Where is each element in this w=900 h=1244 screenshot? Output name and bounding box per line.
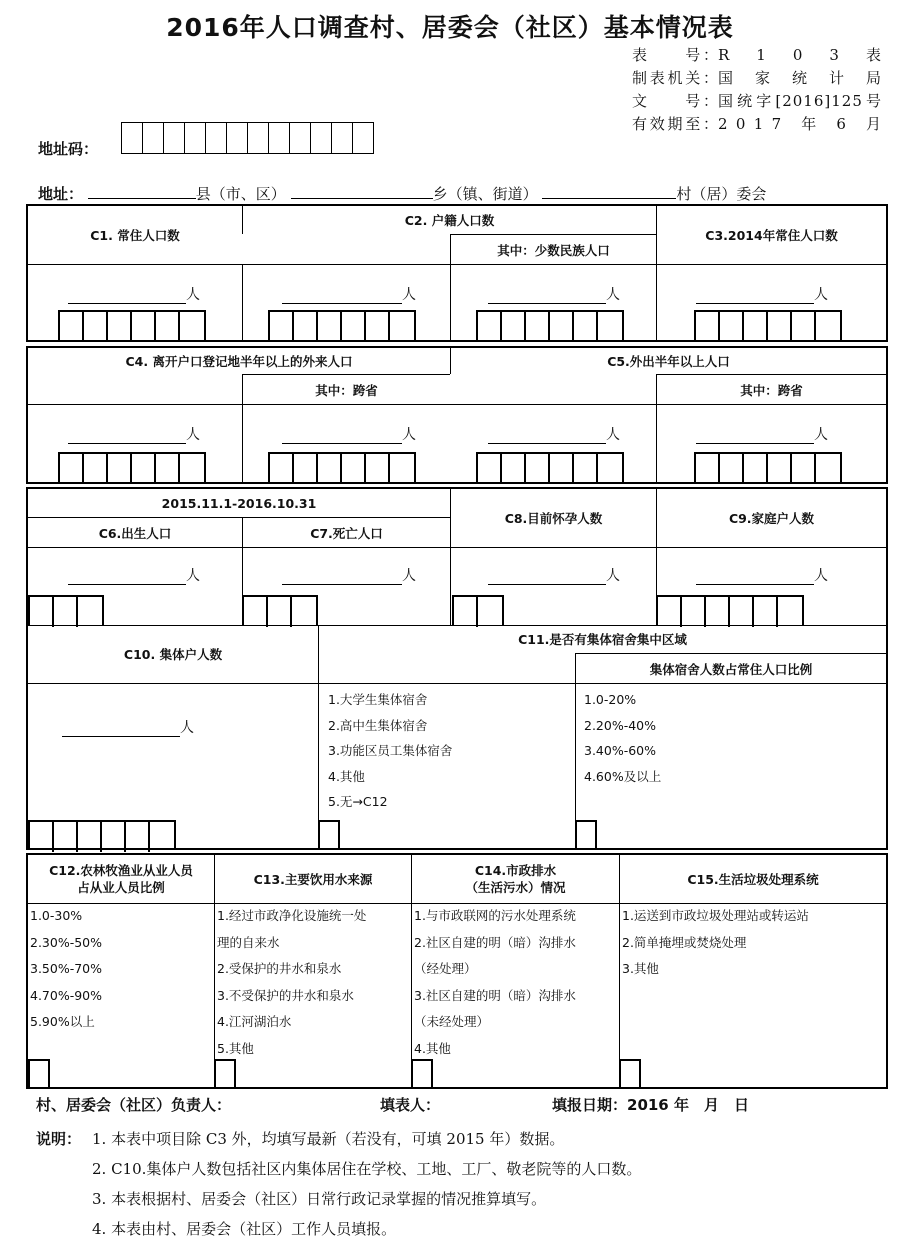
c15-option-3[interactable]: 3.其他: [622, 961, 659, 976]
c14-option-3-note: （未经处理）: [414, 1014, 490, 1029]
c14-option-1[interactable]: 1.与市政联网的污水处理系统: [414, 908, 576, 923]
c14-option-2[interactable]: 2.社区自建的明（暗）沟排水: [414, 934, 576, 950]
note-1: 1. 本表中项目除 C3 外，均填写最新（若没有，可填 2015 年）数据。: [92, 1130, 565, 1148]
c14-answer-box[interactable]: [411, 1059, 433, 1087]
c11-answer-box[interactable]: [318, 820, 340, 848]
address-code-label: 地址码：: [38, 140, 99, 158]
c4-header: C4. 离开户口登记地半年以上的外来人口: [125, 354, 353, 369]
c10-header: C10. 集体户人数: [123, 647, 223, 662]
c4-sub-code-boxes[interactable]: [268, 452, 416, 482]
form-title: 2016年人口调查村、居委会（社区）基本情况表: [166, 13, 734, 42]
c11-ratio-answer-box[interactable]: [575, 820, 597, 848]
c15-option-2[interactable]: 2.简单掩埋或焚烧处理: [622, 934, 747, 950]
c4-sub-fill[interactable]: 人: [282, 424, 416, 444]
address-code-boxes[interactable]: [121, 122, 374, 154]
c1-fill[interactable]: 人: [68, 284, 200, 304]
date-label: 填报日期：2016 年 月 日: [552, 1096, 749, 1114]
c14-header: C14.市政排水 （生活污水）情况: [411, 855, 619, 903]
c15-header: C15.生活垃圾处理系统: [619, 855, 886, 903]
c13-option-3[interactable]: 3.不受保护的井水和泉水: [217, 987, 354, 1003]
c13-header: C13.主要饮用水来源: [214, 855, 411, 903]
c11-options: [328, 687, 452, 815]
c5-header: C5.外出半年以上人口: [450, 348, 886, 374]
c13-option-2[interactable]: 2.受保护的井水和泉水: [217, 961, 342, 976]
county-field[interactable]: [88, 184, 196, 199]
c1-header: C1. 常住人口数: [90, 228, 180, 243]
meta-row-valid-until: 有效期至： 2 0 1 7 年 6 月: [632, 115, 882, 133]
c7-header: C7.死亡人口: [242, 517, 450, 547]
c14-option-3[interactable]: 3.社区自建的明（暗）沟排水: [414, 987, 576, 1003]
c3-fill[interactable]: 人: [696, 284, 828, 304]
c12-option-4[interactable]: 4.70%-90%: [30, 987, 103, 1003]
c11-ratio-option-4[interactable]: 4.60%及以上: [584, 768, 662, 784]
c11-header: C11.是否有集体宿舍集中区域: [318, 625, 886, 653]
c5-code-boxes[interactable]: [476, 452, 624, 482]
c4-code-boxes[interactable]: [58, 452, 206, 482]
meta-row-agency: 制表机关： 国 家 统 计 局: [632, 69, 882, 87]
c8-fill[interactable]: 人: [488, 565, 620, 585]
c12-options: [30, 903, 212, 1036]
c4-fill[interactable]: 人: [68, 424, 200, 444]
c5-sub-header: 其中：跨省: [656, 374, 886, 404]
c7-fill[interactable]: 人: [282, 565, 416, 585]
c6-code-boxes[interactable]: [28, 595, 104, 625]
c13-option-1[interactable]: 1.经过市政净化设施统一处: [217, 908, 367, 923]
note-4: 4. 本表由村、居委会（社区）工作人员填报。: [92, 1220, 397, 1238]
c10-fill[interactable]: 人: [62, 717, 194, 737]
c12-answer-box[interactable]: [28, 1059, 50, 1087]
c11-ratio-option-1[interactable]: 1.0-20%: [584, 692, 637, 707]
c11-ratio-option-2[interactable]: 2.20%-40%: [584, 717, 657, 733]
c4-sub-header: 其中：跨省: [242, 374, 450, 404]
village-field[interactable]: [542, 184, 676, 199]
c12-option-5[interactable]: 5.90%以上: [30, 1014, 95, 1029]
address-label: 地址：: [38, 185, 84, 203]
c7-code-boxes[interactable]: [242, 595, 318, 625]
section-births-households: [26, 487, 888, 850]
c5-sub-fill[interactable]: 人: [696, 424, 828, 444]
note-3: 3. 本表根据村、居委会（社区）日常行政记录掌握的情况推算填写。: [92, 1190, 547, 1208]
c1-code-boxes[interactable]: [58, 310, 206, 340]
form-meta: [632, 44, 882, 136]
c11-ratio-option-3[interactable]: 3.40%-60%: [584, 743, 657, 758]
c3-code-boxes[interactable]: [694, 310, 842, 340]
c13-option-1-cont: 理的自来水: [217, 934, 280, 950]
c9-code-boxes[interactable]: [656, 595, 804, 625]
c12-option-1[interactable]: 1.0-30%: [30, 908, 83, 923]
c14-options: [414, 903, 617, 1062]
c10-code-boxes[interactable]: [28, 820, 176, 850]
c11-option-1[interactable]: 1.大学生集体宿舍: [328, 692, 428, 707]
c2-sub-fill[interactable]: 人: [488, 284, 620, 304]
c8-header: C8.目前怀孕人数: [450, 489, 656, 547]
section-migration: [26, 346, 888, 484]
c9-header: C9.家庭户人数: [656, 489, 886, 547]
c2-header: C2. 户籍人口数: [242, 206, 656, 234]
c13-options: [217, 903, 409, 1062]
c15-answer-box[interactable]: [619, 1059, 641, 1087]
c12-option-3[interactable]: 3.50%-70%: [30, 961, 103, 976]
c5-sub-code-boxes[interactable]: [694, 452, 842, 482]
c11-option-5[interactable]: 5.无→C12: [328, 794, 388, 809]
c3-header: C3.2014年常住人口数: [656, 206, 886, 264]
meta-row-table-no: 表 号： R 1 0 3 表: [632, 46, 882, 64]
town-field[interactable]: [291, 184, 433, 199]
c11-sub-header: 集体宿舍人数占常住人口比例: [575, 653, 886, 683]
c6-header: C6.出生人口: [28, 517, 242, 547]
c2-code-boxes[interactable]: [268, 310, 416, 340]
c11-option-2[interactable]: 2.高中生集体宿舍: [328, 717, 428, 733]
notes-label: 说明：: [36, 1130, 82, 1148]
c15-option-1[interactable]: 1.运送到市政垃圾处理站或转运站: [622, 908, 809, 923]
village-label: 村（居）委会: [676, 185, 767, 203]
c11-ratio-options: [584, 687, 661, 789]
c13-option-4[interactable]: 4.江河湖泊水: [217, 1014, 292, 1029]
period-header: 2015.11.1-2016.10.31: [161, 495, 317, 511]
section-population: [26, 204, 888, 342]
c15-options: [622, 903, 884, 983]
note-2: 2. C10.集体户人数包括社区内集体居住在学校、工地、工厂、敬老院等的人口数。: [92, 1160, 642, 1178]
c14-option-2-note: （经处理）: [414, 961, 477, 976]
c11-option-4[interactable]: 4.其他: [328, 768, 365, 784]
c13-answer-box[interactable]: [214, 1059, 236, 1087]
county-label: 县（市、区）: [195, 185, 286, 203]
c14-option-4[interactable]: 4.其他: [414, 1040, 451, 1056]
c6-fill[interactable]: 人: [68, 565, 200, 585]
c8-code-boxes[interactable]: [452, 595, 504, 625]
town-label: 乡（镇、街道）: [432, 185, 538, 203]
c2-fill[interactable]: 人: [282, 284, 416, 304]
section-infrastructure: [26, 853, 888, 1089]
c2-sub-code-boxes[interactable]: [476, 310, 624, 340]
meta-row-doc-no: 文 号： 国统字[2016]125号: [632, 92, 882, 110]
address-line: [38, 183, 858, 204]
c9-fill[interactable]: 人: [696, 565, 828, 585]
c2-sub-header: 其中：少数民族人口: [450, 234, 656, 264]
c11-option-3[interactable]: 3.功能区员工集体宿舍: [328, 743, 453, 758]
c13-option-5[interactable]: 5.其他: [217, 1040, 254, 1056]
c12-option-2[interactable]: 2.30%-50%: [30, 934, 103, 950]
c5-fill[interactable]: 人: [488, 424, 620, 444]
filler-label: 填表人：: [380, 1096, 441, 1114]
c12-header: C12.农林牧渔业从业人员 占从业人员比例: [49, 863, 193, 895]
head-label: 村、居委会（社区）负责人：: [36, 1096, 232, 1114]
